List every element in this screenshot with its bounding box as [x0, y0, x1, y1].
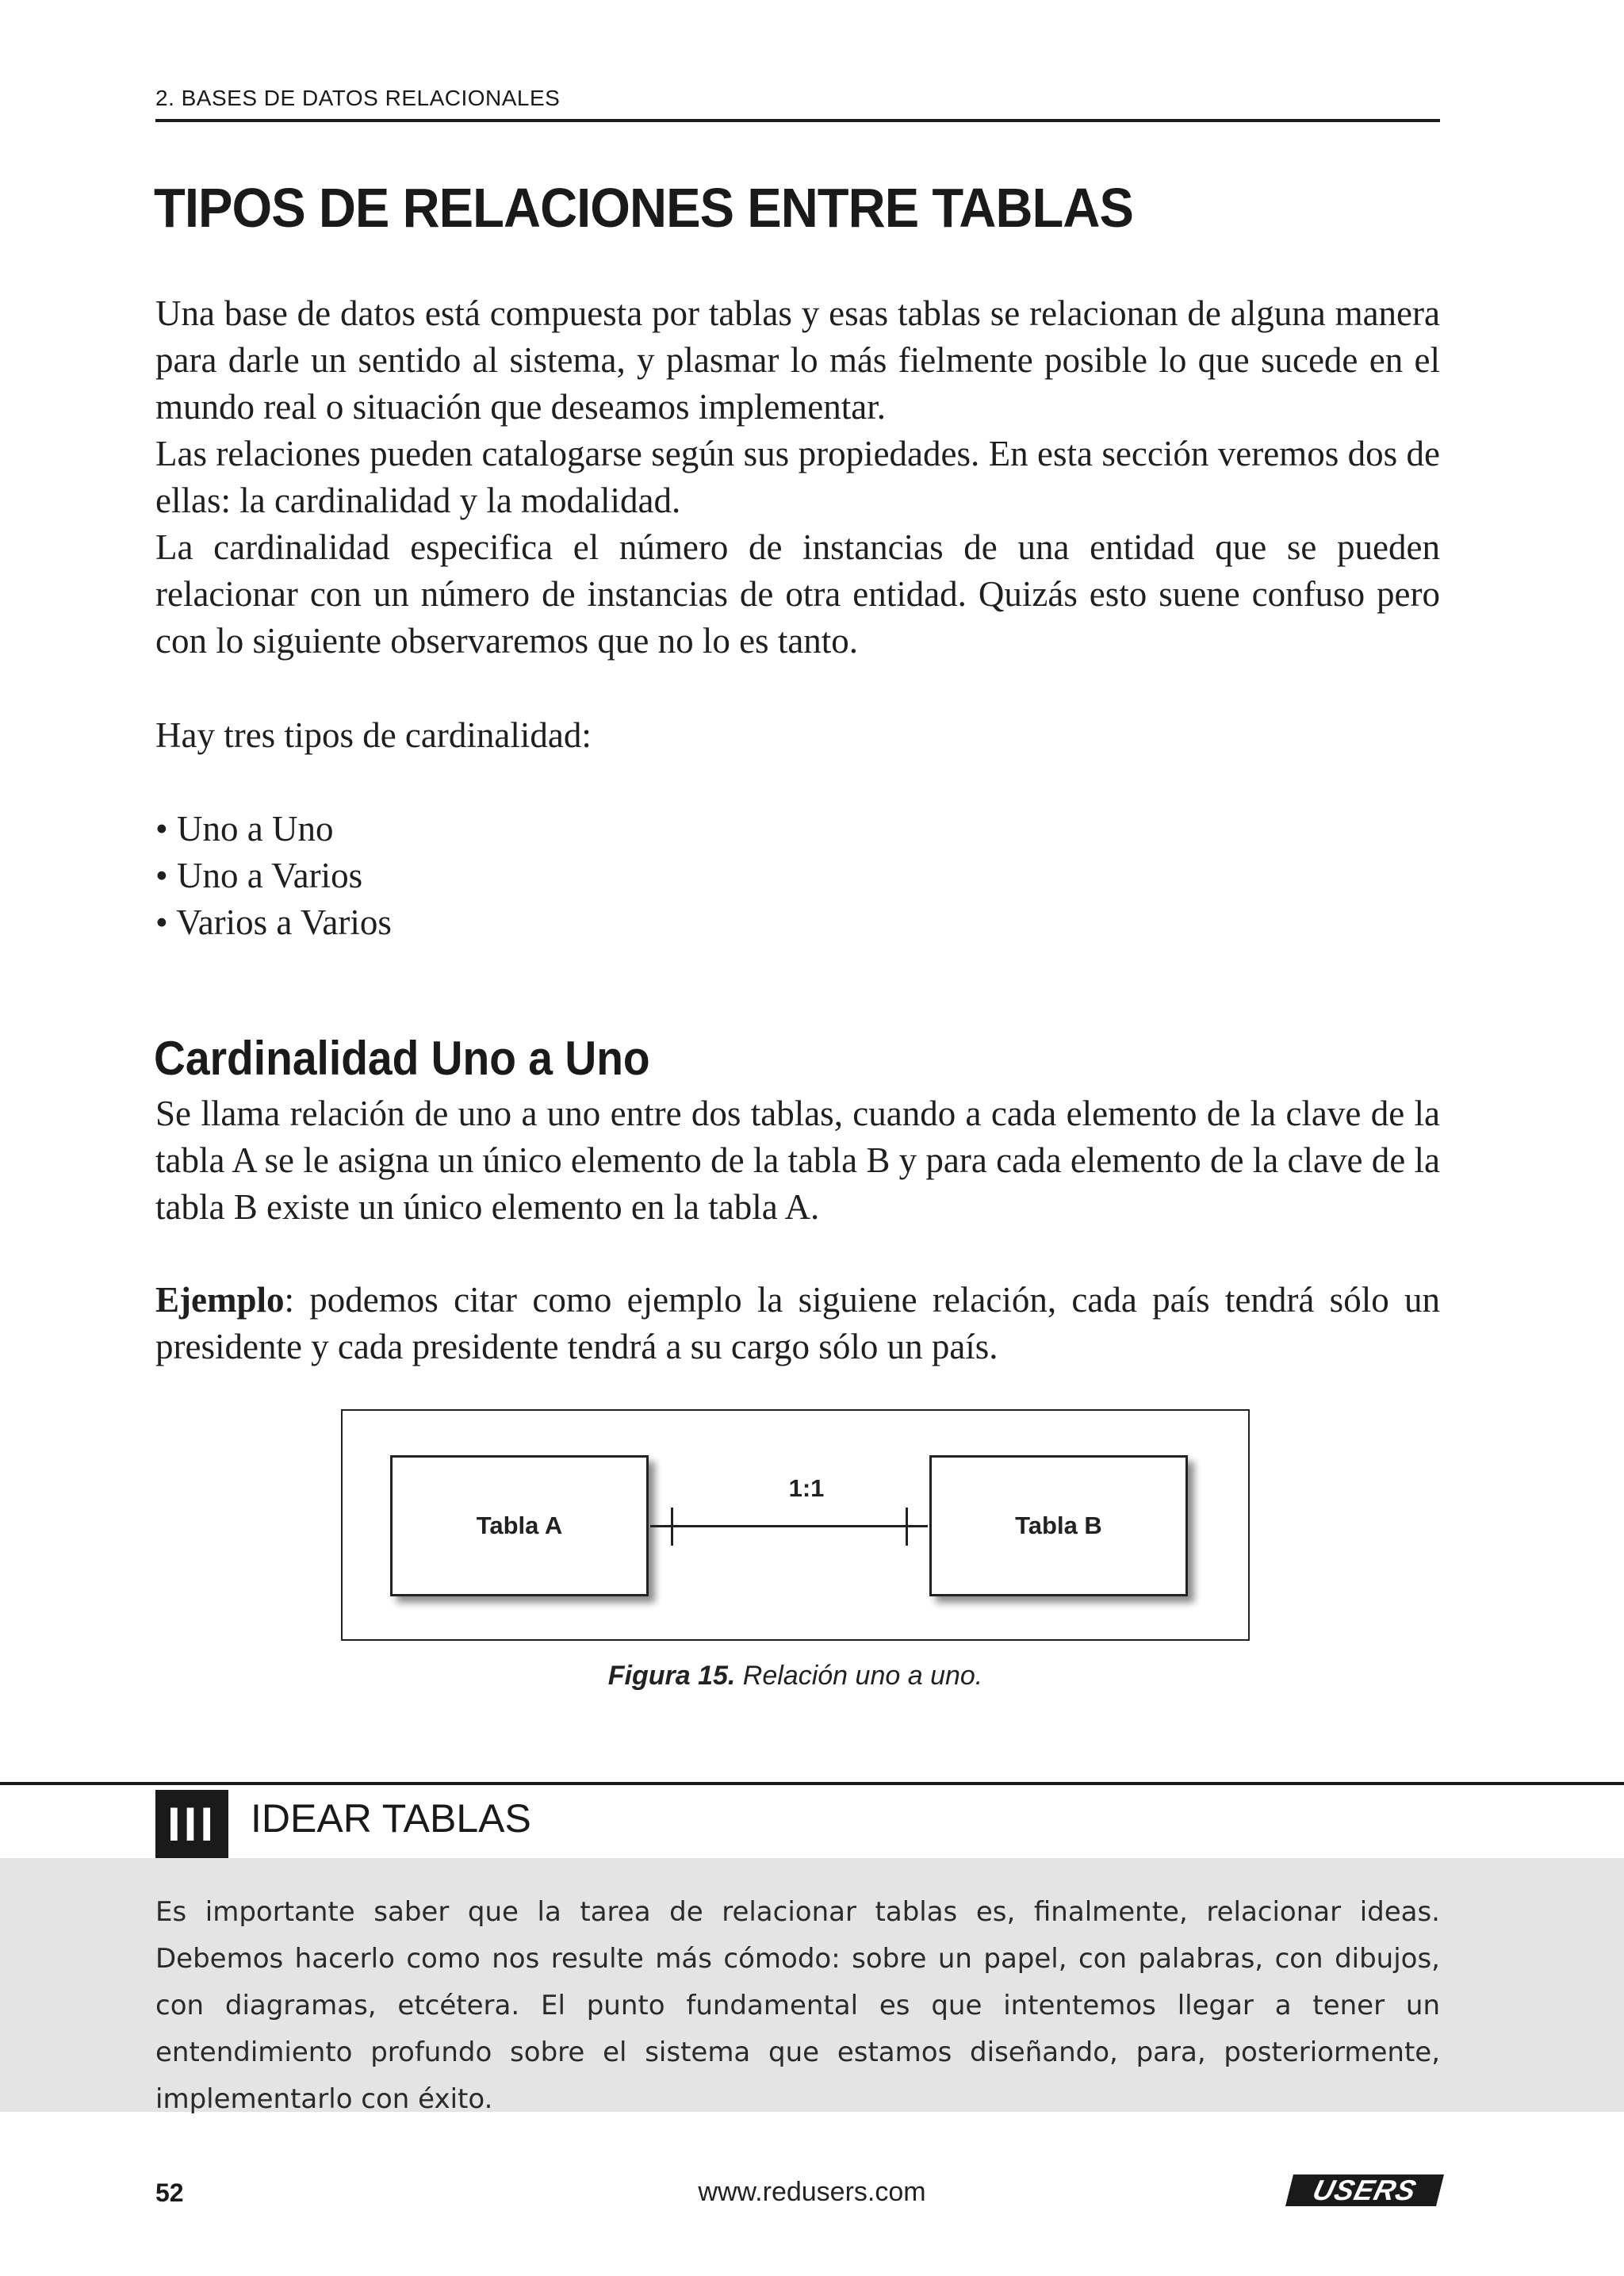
tip-divider	[0, 1782, 1624, 1785]
page-number: 52	[155, 2178, 184, 2207]
intro-text	[155, 290, 1440, 665]
caption-label: Figura 15.	[607, 1661, 736, 1691]
cardinality-list	[155, 806, 392, 946]
example-label: Ejemplo	[155, 1280, 285, 1320]
footer-url: www.redusers.com	[698, 2177, 926, 2207]
entity-label-a: Tabla A	[476, 1512, 563, 1539]
entity-label-b: Tabla B	[1015, 1512, 1102, 1539]
cardinality-tick-a	[671, 1508, 673, 1546]
intro-paragraph-1: Una base de datos está compuesta por tablas y esas tablas se relacionan de alguna manera para darle un sentido al sistema, y plasmar lo más fielmente posible lo que sucede en el mundo real o situación que deseamos implementar.	[155, 293, 1440, 427]
running-head: 2. BASES DE DATOS RELACIONALES	[155, 86, 1440, 122]
list-item: • Uno a Varios	[155, 856, 363, 895]
section-paragraph: Se llama relación de uno a uno entre dos tablas, cuando a cada elemento de la clave de la tabla A se le asigna un único elemento de la tabla B y para cada elemento de la clave de la tabla B existe un único elemento en la tabla A.	[155, 1094, 1440, 1227]
types-intro: Hay tres tipos de cardinalidad:	[155, 715, 592, 755]
section-heading: Cardinalidad Uno a Uno	[154, 1032, 650, 1085]
intro-paragraph-3: La cardinalidad especifica el número de instancias de una entidad que se pueden relacionar con un número de instancias de otra entidad. Quizás esto suene confuso pero con lo siguiente observaremos que no lo es tanto.	[155, 527, 1440, 661]
relationship-line	[650, 1525, 928, 1527]
relationship-label: 1:1	[788, 1474, 825, 1502]
entity-box-a	[390, 1455, 649, 1596]
logo-text: USERS	[1309, 2174, 1420, 2206]
tip-marker-label: III	[167, 1797, 216, 1851]
example-paragraph	[155, 1277, 1440, 1370]
list-item-label: Uno a Uno	[177, 809, 334, 849]
intro-paragraph-2: Las relaciones pueden catalogarse según sus propiedades. En esta sección veremos dos de ellas: la cardinalidad y la modalidad.	[155, 434, 1440, 520]
list-item-label: Varios a Varios	[176, 902, 392, 942]
figure-caption	[341, 1661, 1250, 1692]
list-item-label: Uno a Varios	[177, 856, 363, 895]
figure-diagram	[341, 1409, 1250, 1641]
tip-title: IDEAR TABLAS	[251, 1796, 531, 1841]
tip-body: Es importante saber que la tarea de relacionar tablas es, finalmente, relacionar ideas. Debemos hacerlo como nos resulte más cómodo: sobre un papel, con palabras, con dibujos, con diagramas, etcétera. El punto fundamental es que intentemos llegar a tener un entendimiento profundo sobre el sistema que estamos diseñando, para, posteriormente, implementarlo con éxito.	[155, 1896, 1440, 2115]
entity-box-b	[929, 1455, 1188, 1596]
example-text: : podemos citar como ejemplo la siguiene relación, cada país tendrá sólo un presidente y cada presidente tendrá a su cargo sólo un país.	[155, 1280, 1440, 1366]
list-item: • Uno a Uno	[155, 809, 334, 849]
cardinality-tick-b	[906, 1508, 908, 1546]
page-title: TIPOS DE RELACIONES ENTRE TABLAS	[154, 177, 1133, 239]
users-logo	[1285, 2174, 1444, 2206]
list-item: • Varios a Varios	[155, 902, 392, 942]
tip-marker-icon	[155, 1790, 228, 1858]
caption-text: Relación uno a uno.	[735, 1661, 983, 1691]
